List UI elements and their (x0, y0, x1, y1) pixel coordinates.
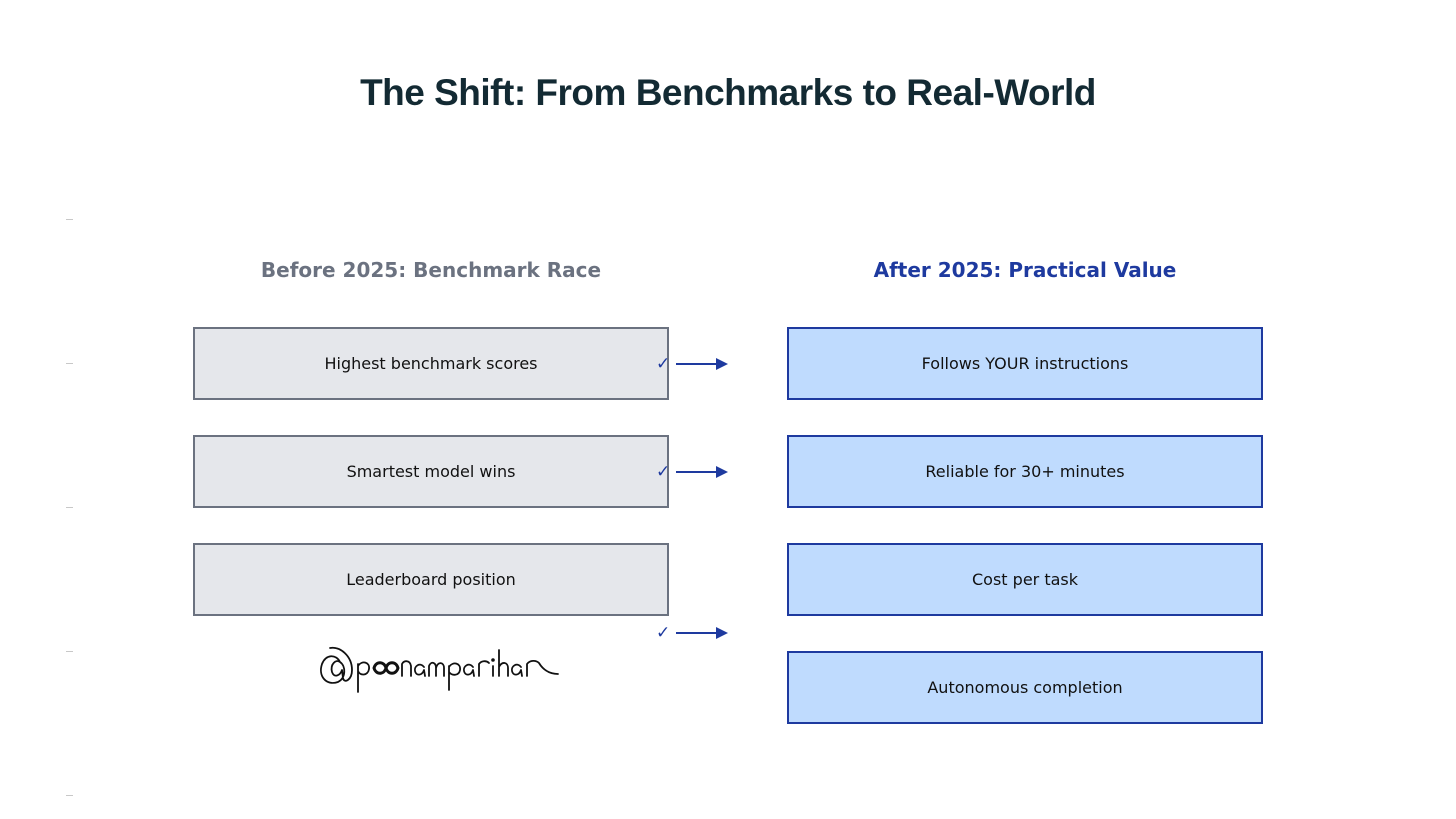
connector (656, 621, 732, 645)
before-box-label: Smartest model wins (346, 462, 516, 481)
check-icon: ✓ (656, 462, 671, 482)
connector (656, 460, 732, 484)
check-icon: ✓ (656, 354, 671, 374)
after-box (787, 543, 1263, 616)
after-box (787, 327, 1263, 400)
after-box-label: Cost per task (972, 570, 1078, 589)
margin-tick (66, 651, 73, 652)
before-box (193, 327, 669, 400)
page-title: The Shift: From Benchmarks to Real-World (360, 72, 1096, 113)
before-box-label: Highest benchmark scores (324, 354, 538, 373)
after-box-label: Reliable for 30+ minutes (925, 462, 1125, 481)
right-arrow-icon (674, 352, 732, 376)
after-box (787, 435, 1263, 508)
before-box (193, 543, 669, 616)
check-icon: ✓ (656, 623, 671, 643)
after-box-label: Autonomous completion (927, 678, 1123, 697)
signature (316, 640, 566, 696)
before-box-label: Leaderboard position (346, 570, 516, 589)
before-box (193, 435, 669, 508)
margin-tick (66, 507, 73, 508)
after-box (787, 651, 1263, 724)
connector (656, 352, 732, 376)
after-box-label: Follows YOUR instructions (921, 354, 1129, 373)
right-arrow-icon (674, 621, 732, 645)
right-arrow-icon (674, 460, 732, 484)
margin-tick (66, 219, 73, 220)
margin-tick (66, 363, 73, 364)
after-heading: After 2025: Practical Value (873, 258, 1177, 282)
margin-tick (66, 795, 73, 796)
before-heading: Before 2025: Benchmark Race (260, 258, 602, 282)
